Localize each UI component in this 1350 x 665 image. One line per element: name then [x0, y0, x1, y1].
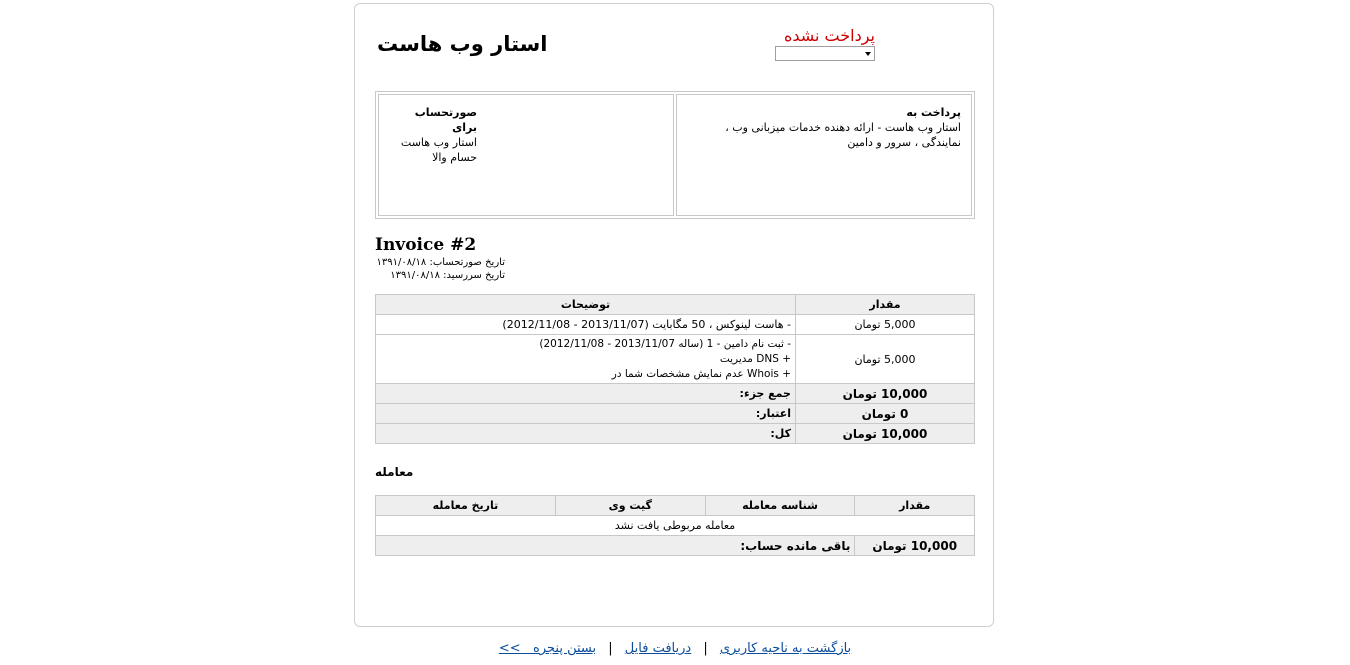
invoice-date: تاریخ صورتحساب: ۱۳۹۱/۰۸/۱۸ — [376, 257, 505, 268]
table-row — [376, 335, 975, 384]
total-value: 10,000 تومان — [796, 424, 975, 444]
close-window-label: بستن پنجره — [533, 641, 597, 656]
item-description-line: + DNS مدیریت — [719, 352, 791, 365]
credit-label: اعتبار: — [376, 404, 796, 424]
balance-label: باقی مانده حساب: — [376, 536, 855, 556]
no-transactions-message: معامله مربوطی یافت نشد — [376, 516, 975, 536]
invoice-container — [354, 3, 994, 627]
invoice-title: Invoice #2 — [375, 235, 477, 255]
status-select[interactable] — [775, 46, 875, 61]
credit-value: 0 تومان — [796, 404, 975, 424]
invoiced-to-line: حسام والا — [432, 151, 477, 164]
back-to-client-area-link[interactable]: بازگشت به ناحیه کاربری — [719, 641, 852, 656]
item-amount: 5,000 تومان — [796, 315, 975, 335]
address-panel — [375, 91, 975, 219]
items-header-row — [376, 295, 975, 315]
transactions-header-row — [376, 496, 975, 516]
table-row — [376, 315, 975, 335]
subtotal-value: 10,000 تومان — [796, 384, 975, 404]
separator: | — [703, 641, 708, 656]
total-row — [376, 424, 975, 444]
transaction-amount-header: مقدار — [855, 496, 975, 516]
chevron-down-icon — [865, 52, 871, 56]
credit-row — [376, 404, 975, 424]
table-row — [376, 516, 975, 536]
status-area — [773, 26, 875, 61]
balance-row — [376, 536, 975, 556]
total-label: کل: — [376, 424, 796, 444]
invoice-dates — [375, 256, 505, 282]
amount-header: مقدار — [796, 295, 975, 315]
item-description-line: - هاست لینوکس ، 50 مگابایت (2013/11/07 - 2012/11/08) — [502, 318, 791, 331]
gateway-header: گیت وی — [555, 496, 705, 516]
invoice-due-date: تاریخ سررسید: ۱۳۹۱/۰۸/۱۸ — [390, 270, 505, 281]
close-window-arrows: >> — [498, 641, 521, 656]
transaction-id-header: شناسه معامله — [705, 496, 855, 516]
invoiced-to-line: استار وب هاست — [400, 136, 477, 149]
close-window-link[interactable] — [499, 641, 596, 656]
transactions-title: معامله — [375, 465, 414, 479]
pay-to-line: نمایندگی ، سرور و دامین — [847, 136, 961, 149]
pay-to-line: استار وب هاست - ارائه دهنده خدمات میزبانی وب ، — [725, 121, 961, 134]
item-amount: 5,000 تومان — [796, 335, 975, 384]
invoiced-to-box — [378, 94, 674, 216]
footer-links — [0, 641, 1350, 656]
item-description — [376, 335, 796, 384]
item-description-line: - ثبت نام دامین - 1 (ساله 2013/11/07 - 2012/11/08) — [539, 337, 791, 350]
transactions-table — [375, 495, 975, 556]
download-link[interactable]: دریافت فایل — [624, 641, 692, 656]
balance-value: 10,000 تومان — [855, 536, 975, 556]
description-header: توضیحات — [376, 295, 796, 315]
pay-to-box — [676, 94, 972, 216]
item-description — [376, 315, 796, 335]
status-label: پرداخت نشده — [783, 26, 875, 45]
separator: | — [608, 641, 613, 656]
subtotal-label: جمع جزء: — [376, 384, 796, 404]
transaction-date-header: تاریخ معامله — [376, 496, 556, 516]
subtotal-row — [376, 384, 975, 404]
company-name: استار وب هاست — [377, 32, 548, 56]
items-table — [375, 294, 975, 444]
item-description-line: + Whois عدم نمایش مشخصات شما در — [611, 367, 791, 380]
pay-to-heading: پرداخت به — [906, 106, 961, 119]
invoiced-to-heading: صورتحساب برای — [414, 106, 477, 134]
